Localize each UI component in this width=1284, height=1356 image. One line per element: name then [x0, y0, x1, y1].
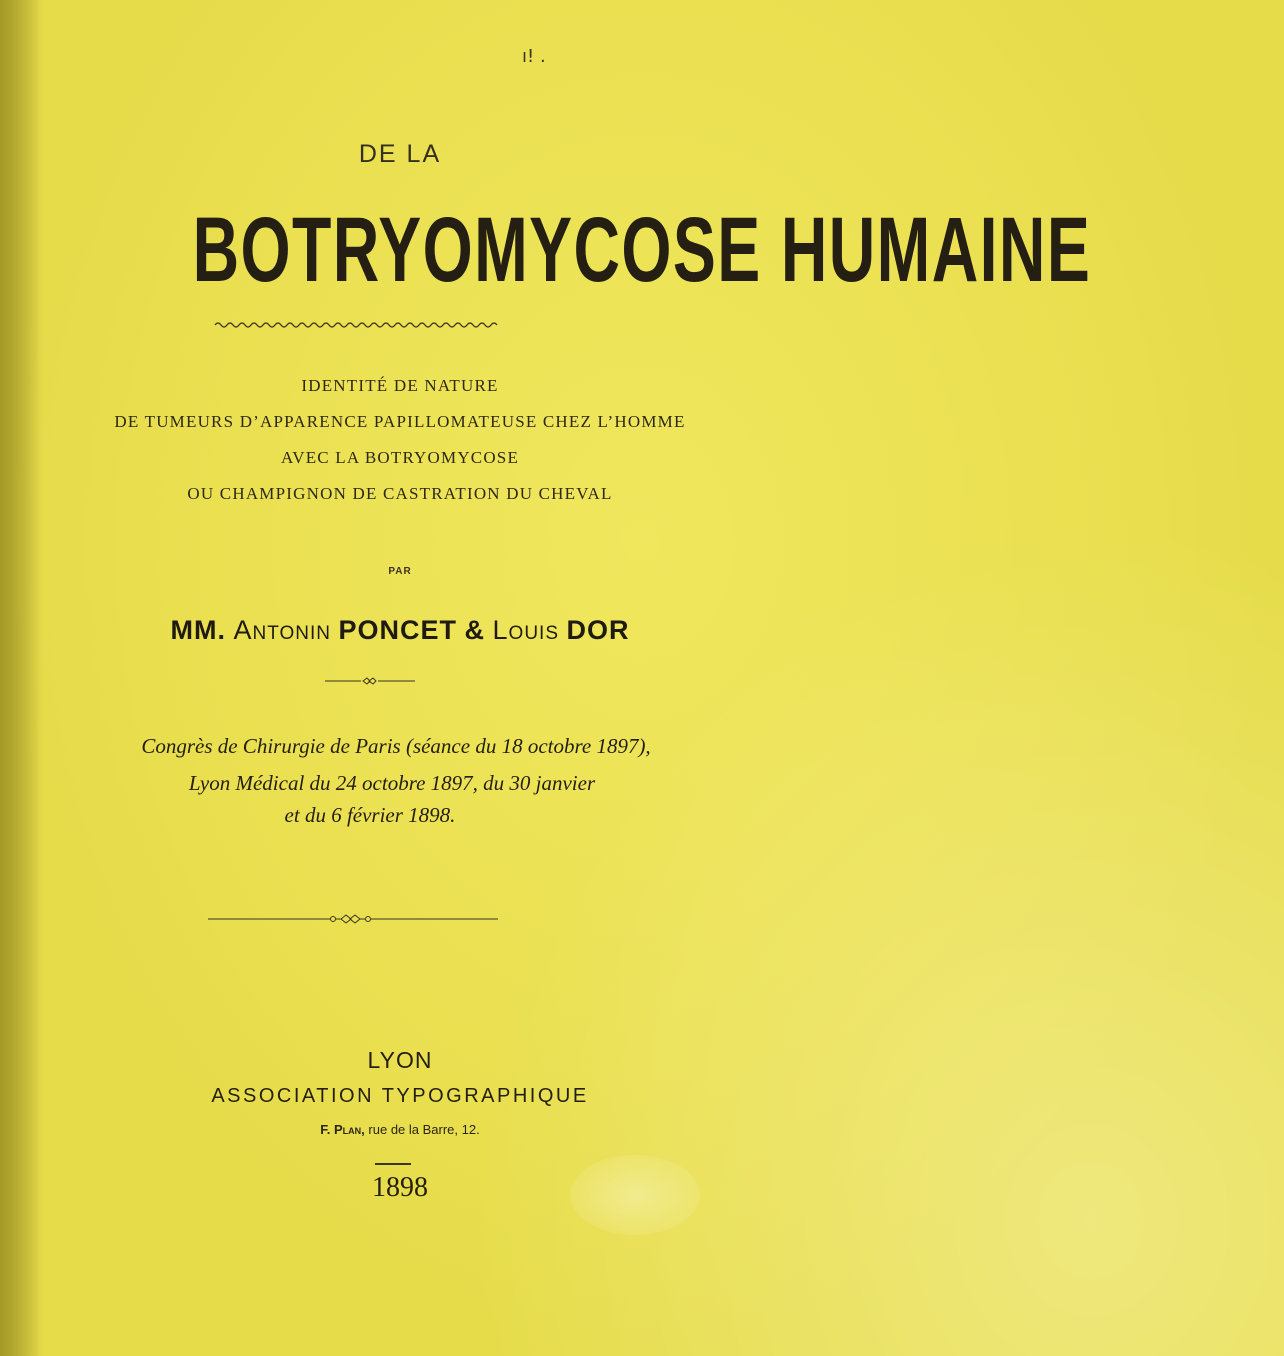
publication-line-1: Congrès de Chirurgie de Paris (séance du 18 octobre 1897),	[141, 734, 651, 758]
authors-prefix: MM.	[170, 615, 226, 645]
wavy-rule-ornament	[215, 320, 500, 330]
subtitle-line-2: DE TUMEURS D’APPARENCE PAPILLOMATEUSE CHEZ L’HOMME	[114, 412, 686, 431]
publication-line-3: et du 6 février 1898.	[284, 803, 456, 827]
title-preamble: DE LA	[358, 140, 442, 168]
authors-conjunction: &	[464, 615, 486, 645]
subtitle-line-4: OU CHAMPIGNON DE CASTRATION DU CHEVAL	[187, 484, 613, 503]
long-rule-ornament	[208, 913, 498, 925]
subtitle-line-1: IDENTITÉ DE NATURE	[301, 376, 499, 395]
imprint-printer: F. Plan,	[320, 1122, 365, 1137]
main-title-text: BOTRYOMYCOSE HUMAINE	[192, 199, 1092, 301]
author-2-last-name: DOR	[566, 615, 630, 645]
corner-mark: ı! .	[522, 46, 546, 67]
short-rule	[375, 1163, 411, 1165]
main-title	[0, 199, 1092, 301]
author-2-first-name: Louis	[492, 615, 559, 645]
subtitle-line-3: AVEC LA BOTRYOMYCOSE	[280, 448, 520, 467]
author-1-first-name: Antonin	[233, 615, 331, 645]
imprint-year: 1898	[372, 1172, 428, 1203]
imprint-publisher: ASSOCIATION TYPOGRAPHIQUE	[211, 1085, 589, 1107]
author-1-last-name: PONCET	[338, 615, 457, 645]
publication-line-2: Lyon Médical du 24 octobre 1897, du 30 janvier	[188, 771, 596, 795]
authors-line	[0, 615, 800, 646]
small-rule-ornament	[325, 676, 415, 686]
imprint-address: rue de la Barre, 12.	[368, 1122, 480, 1137]
imprint-city: LYON	[367, 1047, 433, 1073]
by-label: PAR	[388, 566, 412, 577]
imprint-address-line	[0, 1122, 800, 1137]
